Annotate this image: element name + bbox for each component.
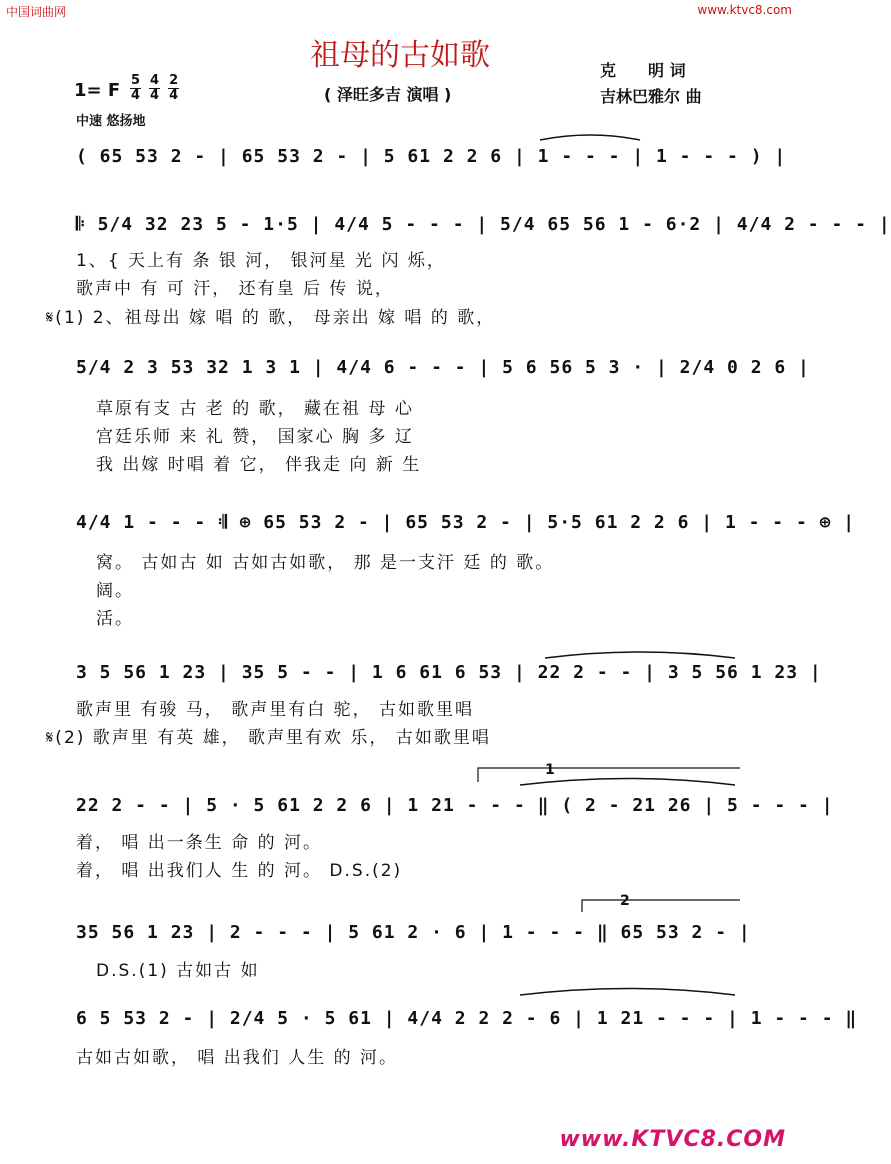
system-4-lyric-1: 窝。 古如古 如 古如古如歌， 那 是一支汗 廷 的 歌。 <box>96 553 555 573</box>
system-5-notes: 3 5 56 1 23 | 35 5 - - | 1 6 61 6 53 | 22 2 - - | 3 5 56 1 23 | <box>76 662 822 683</box>
watermark-top-right: www.ktvc8.com <box>697 3 792 17</box>
slur-system6 <box>520 779 735 786</box>
watermark-top-left: 中国词曲网 <box>6 5 67 19</box>
key-signature: 1= F <box>74 80 121 101</box>
system-2-lyric-1: 1、{ 天上有 条 银 河， 银河星 光 闪 烁， <box>76 251 446 271</box>
lyricist-credit: 克 明 词 <box>600 61 686 80</box>
system-4-lyric-2: 阔。 <box>96 581 134 601</box>
system-6-lyric-2: 着， 唱 出我们人 生 的 河。 D.S.(2) <box>76 861 403 881</box>
volta-2-label: 2 <box>620 893 630 909</box>
system-3-lyric-2: 宫廷乐师 来 礼 赞， 国家心 胸 多 辽 <box>96 427 414 447</box>
slur-intro <box>540 135 640 140</box>
watermark-bottom-right: www.KTVC8.COM <box>559 1127 786 1152</box>
singer-credit: ( 泽旺多吉 演唱 ) <box>324 85 452 104</box>
system-7-notes: 35 56 1 23 | 2 - - - | 5 61 2 · 6 | 1 - - - ‖ 65 53 2 - | <box>76 922 751 943</box>
slur-system8 <box>520 989 735 996</box>
system-8-lyric-1: 古如古如歌， 唱 出我们 人生 的 河。 <box>76 1048 399 1068</box>
system-4-lyric-3: 活。 <box>96 609 134 629</box>
slur-system5 <box>545 652 735 658</box>
system-2-lyric-3: 𝄋(1) 2、祖母出 嫁 唱 的 歌， 母亲出 嫁 唱 的 歌， <box>46 308 496 328</box>
meter-1: $\frac{5}{4}$ <box>131 73 141 103</box>
system-5-lyric-2: 𝄋(2) 歌声里 有英 雄， 歌声里有欢 乐， 古如歌里唱 <box>46 728 491 748</box>
system-6-lyric-1: 着， 唱 出一条生 命 的 河。 <box>76 833 323 853</box>
volta-1-label: 1 <box>545 762 555 778</box>
system-2-lyric-2: 歌声中 有 可 汗， 还有皇 后 传 说， <box>76 279 394 299</box>
meter-2: $\frac{4}{4}$ <box>150 73 160 103</box>
system-5-lyric-1: 歌声里 有骏 马， 歌声里有白 驼， 古如歌里唱 <box>76 700 475 720</box>
system-3-lyric-1: 草原有支 古 老 的 歌， 藏在祖 母 心 <box>96 399 414 419</box>
tempo-marking: 中速 悠扬地 <box>76 114 146 129</box>
system-2-notes: 𝄆 5/4 32 23 5 - 1·5 | 4/4 5 - - - | 5/4 65 56 1 - 6·2 | 4/4 2 - - - | <box>76 214 891 235</box>
system-3-notes: 5/4 2 3 53 32 1 3 1 | 4/4 6 - - - | 5 6 56 5 3 · | 2/4 0 2 6 | <box>76 357 810 378</box>
composer-credit: 吉林巴雅尔 曲 <box>600 87 702 106</box>
system-6-notes: 22 2 - - | 5 · 5 61 2 2 6 | 1 21 - - - ‖ ( 2 - 21 26 | 5 - - - | <box>76 795 834 816</box>
volta-bracket-2 <box>582 900 740 912</box>
system-7-lyric-1: D.S.(1) 古如古 如 <box>96 961 260 981</box>
song-title: 祖母的古如歌 <box>310 38 490 73</box>
volta-bracket-1 <box>478 768 740 782</box>
meter-3: $\frac{2}{4}$ <box>169 73 179 103</box>
system-4-notes: 4/4 1 - - - 𝄇 ⊕ 65 53 2 - | 65 53 2 - | 5·5 61 2 2 6 | 1 - - - ⊕ | <box>76 512 856 533</box>
system-8-notes: 6 5 53 2 - | 2/4 5 · 5 61 | 4/4 2 2 2 - 6 | 1 21 - - - | 1 - - - ‖ <box>76 1008 858 1029</box>
system-1-notes: ( 65 53 2 - | 65 53 2 - | 5 61 2 2 6 | 1 - - - | 1 - - - ) | <box>76 146 787 167</box>
system-3-lyric-3: 我 出嫁 时唱 着 它， 伴我走 向 新 生 <box>96 455 422 475</box>
